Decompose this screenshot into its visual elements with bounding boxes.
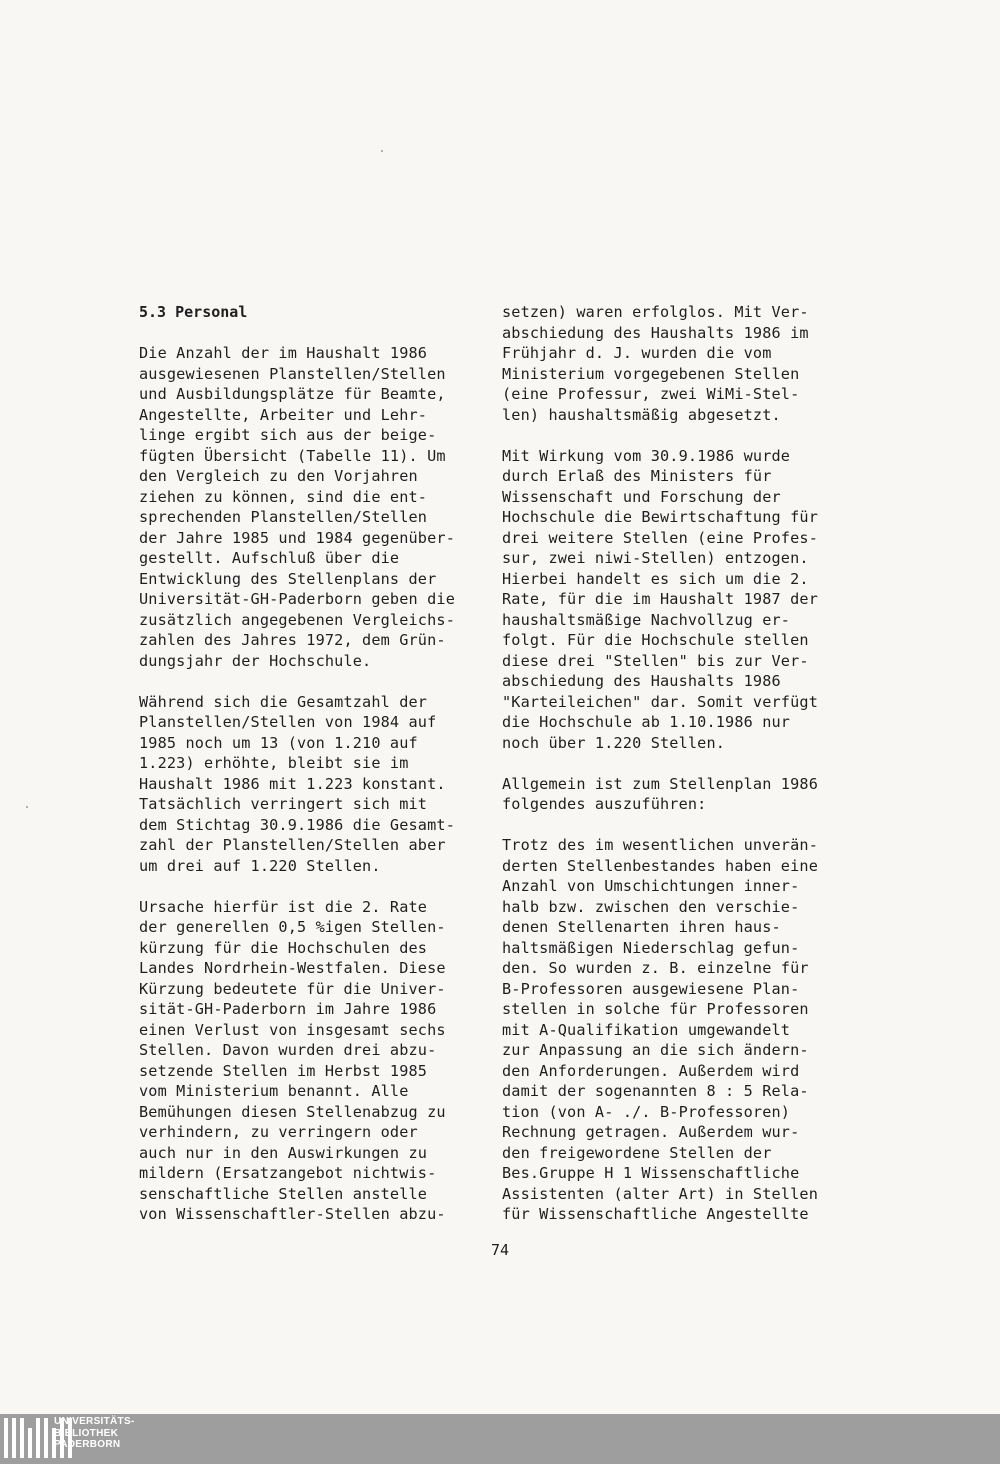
section-heading: 5.3 Personal: [139, 303, 248, 321]
text-line: linge ergibt sich aus der beige-: [139, 426, 437, 444]
paragraph: [502, 446, 864, 754]
text-line: Universität-GH-Paderborn geben die: [139, 590, 455, 608]
text-line: für Wissenschaftliche Angestellte: [502, 1205, 809, 1223]
text-line: ziehen zu können, sind die ent-: [139, 487, 428, 506]
paragraph: [502, 302, 864, 425]
text-line: Rate, für die im Haushalt 1987 der: [502, 590, 818, 608]
text-line: len) haushaltsmäßig abgesetzt.: [502, 405, 781, 424]
paragraph: [502, 835, 864, 1225]
text-line: folgendes auszuführen:: [502, 795, 707, 813]
text-line: Wissenschaft und Forschung der: [502, 487, 781, 506]
text-line: Angestellte, Arbeiter und Lehr-: [139, 405, 428, 424]
text-line: Assistenten (alter Art) in Stellen: [502, 1184, 818, 1203]
left-paragraphs: [139, 343, 501, 1225]
text-line: Ministerium vorgegebenen Stellen: [502, 364, 800, 383]
text-line: durch Erlaß des Ministers für: [502, 467, 772, 485]
text-line: fügten Übersicht (Tabelle 11). Um: [139, 446, 446, 465]
text-line: Allgemein ist zum Stellenplan 1986: [502, 774, 818, 793]
text-line: mit A-Qualifikation umgewandelt: [502, 1020, 791, 1039]
text-line: zur Anpassung an die sich ändern-: [502, 1041, 809, 1059]
text-line: drei weitere Stellen (eine Profes-: [502, 528, 818, 547]
text-line: Die Anzahl der im Haushalt 1986: [139, 344, 428, 362]
text-line: damit der sogenannten 8 : 5 Rela-: [502, 1082, 809, 1100]
text-line: Stellen. Davon wurden drei abzu-: [139, 1041, 437, 1059]
left-column: [139, 302, 501, 1245]
text-line: halb bzw. zwischen den verschie-: [502, 897, 800, 916]
text-line: 1985 noch um 13 (von 1.210 auf: [139, 733, 418, 752]
text-line: Frühjahr d. J. wurden die vom: [502, 344, 772, 362]
logo-line: UNIVERSITÄTS-: [54, 1416, 135, 1427]
text-line: vom Ministerium benannt. Alle: [139, 1082, 409, 1100]
text-line: Trotz des im wesentlichen unverän-: [502, 836, 818, 854]
text-line: mildern (Ersatzangebot nichtwis-: [139, 1164, 437, 1182]
text-line: Mit Wirkung vom 30.9.1986 wurde: [502, 446, 791, 465]
text-line: Landes Nordrhein-Westfalen. Diese: [139, 959, 446, 977]
text-line: um drei auf 1.220 Stellen.: [139, 856, 381, 875]
text-line: von Wissenschaftler-Stellen abzu-: [139, 1205, 446, 1223]
text-line: der Jahre 1985 und 1984 gegenüber-: [139, 528, 455, 547]
text-line: Planstellen/Stellen von 1984 auf: [139, 713, 437, 731]
text-line: denen Stellenarten ihren haus-: [502, 918, 781, 936]
scan-speck: [26, 806, 28, 808]
text-line: "Karteileichen" dar. Somit verfügt: [502, 692, 818, 711]
right-paragraphs: [502, 302, 864, 1225]
text-line: Tatsächlich verringert sich mit: [139, 795, 428, 813]
text-line: zusätzlich angegebenen Vergleichs-: [139, 610, 455, 629]
paragraph: [139, 343, 501, 671]
text-line: Bemühungen diesen Stellenabzug zu: [139, 1102, 446, 1121]
text-line: den. So wurden z. B. einzelne für: [502, 959, 809, 977]
text-line: ausgewiesenen Planstellen/Stellen: [139, 364, 446, 383]
text-line: Hochschule die Bewirtschaftung für: [502, 508, 818, 526]
logo-line: PADERBORN: [54, 1439, 121, 1450]
text-line: verhindern, zu verringern oder: [139, 1123, 418, 1141]
text-line: abschiedung des Haushalts 1986 im: [502, 323, 809, 342]
text-line: 1.223) erhöhte, bleibt sie im: [139, 754, 409, 772]
text-line: dungsjahr der Hochschule.: [139, 651, 372, 670]
text-line: stellen in solche für Professoren: [502, 1000, 809, 1018]
text-line: setzen) waren erfolglos. Mit Ver-: [502, 303, 809, 321]
text-line: dem Stichtag 30.9.1986 die Gesamt-: [139, 815, 455, 834]
text-line: B-Professoren ausgewiesene Plan-: [502, 979, 800, 998]
paragraph: [139, 692, 501, 877]
text-line: setzende Stellen im Herbst 1985: [139, 1061, 428, 1080]
text-line: Ursache hierfür ist die 2. Rate: [139, 897, 428, 916]
text-line: die Hochschule ab 1.10.1986 nur: [502, 713, 791, 731]
text-line: senschaftliche Stellen anstelle: [139, 1184, 428, 1203]
text-line: gestellt. Aufschluß über die: [139, 549, 400, 567]
scan-speck: [381, 150, 383, 152]
text-line: sur, zwei niwi-Stellen) entzogen.: [502, 549, 809, 567]
text-line: diese drei "Stellen" bis zur Ver-: [502, 651, 809, 670]
text-line: und Ausbildungsplätze für Beamte,: [139, 385, 446, 403]
right-column: [502, 302, 864, 1245]
text-line: abschiedung des Haushalts 1986: [502, 672, 781, 690]
text-line: auch nur in den Auswirkungen zu: [139, 1143, 428, 1162]
library-footer-bar: [0, 1414, 1000, 1464]
text-line: derten Stellenbestandes haben eine: [502, 856, 818, 875]
text-line: zahl der Planstellen/Stellen aber: [139, 836, 446, 854]
text-line: zahlen des Jahres 1972, dem Grün-: [139, 631, 446, 649]
text-line: Kürzung bedeutete für die Univer-: [139, 979, 446, 998]
text-line: Haushalt 1986 mit 1.223 konstant.: [139, 774, 446, 793]
text-line: einen Verlust von insgesamt sechs: [139, 1020, 446, 1039]
paragraph: [139, 897, 501, 1225]
paragraph: [502, 774, 864, 815]
text-line: Während sich die Gesamtzahl der: [139, 692, 428, 711]
text-line: sprechenden Planstellen/Stellen: [139, 508, 428, 526]
text-line: haushaltsmäßige Nachvollzug er-: [502, 610, 791, 629]
text-line: den Vergleich zu den Vorjahren: [139, 467, 418, 485]
library-logo-text: [54, 1416, 135, 1451]
text-line: den Anforderungen. Außerdem wird: [502, 1061, 800, 1080]
logo-line: BIBLIOTHEK: [54, 1427, 119, 1439]
text-line: Rechnung getragen. Außerdem wur-: [502, 1123, 800, 1141]
text-line: noch über 1.220 Stellen.: [502, 733, 726, 752]
text-line: Anzahl von Umschichtungen inner-: [502, 877, 800, 895]
text-line: folgt. Für die Hochschule stellen: [502, 631, 809, 649]
text-line: der generellen 0,5 %igen Stellen-: [139, 918, 446, 936]
text-line: Hierbei handelt es sich um die 2.: [502, 569, 809, 588]
text-line: tion (von A- ./. B-Professoren): [502, 1102, 791, 1121]
text-line: haltsmäßigen Niederschlag gefun-: [502, 938, 800, 957]
page-number: 74: [490, 1241, 510, 1259]
text-line: (eine Professur, zwei WiMi-Stel-: [502, 385, 800, 403]
text-line: kürzung für die Hochschulen des: [139, 938, 428, 957]
text-line: sität-GH-Paderborn im Jahre 1986: [139, 1000, 437, 1018]
text-line: Bes.Gruppe H 1 Wissenschaftliche: [502, 1164, 800, 1182]
text-line: den freigewordene Stellen der: [502, 1143, 772, 1162]
text-line: Entwicklung des Stellenplans der: [139, 569, 437, 588]
